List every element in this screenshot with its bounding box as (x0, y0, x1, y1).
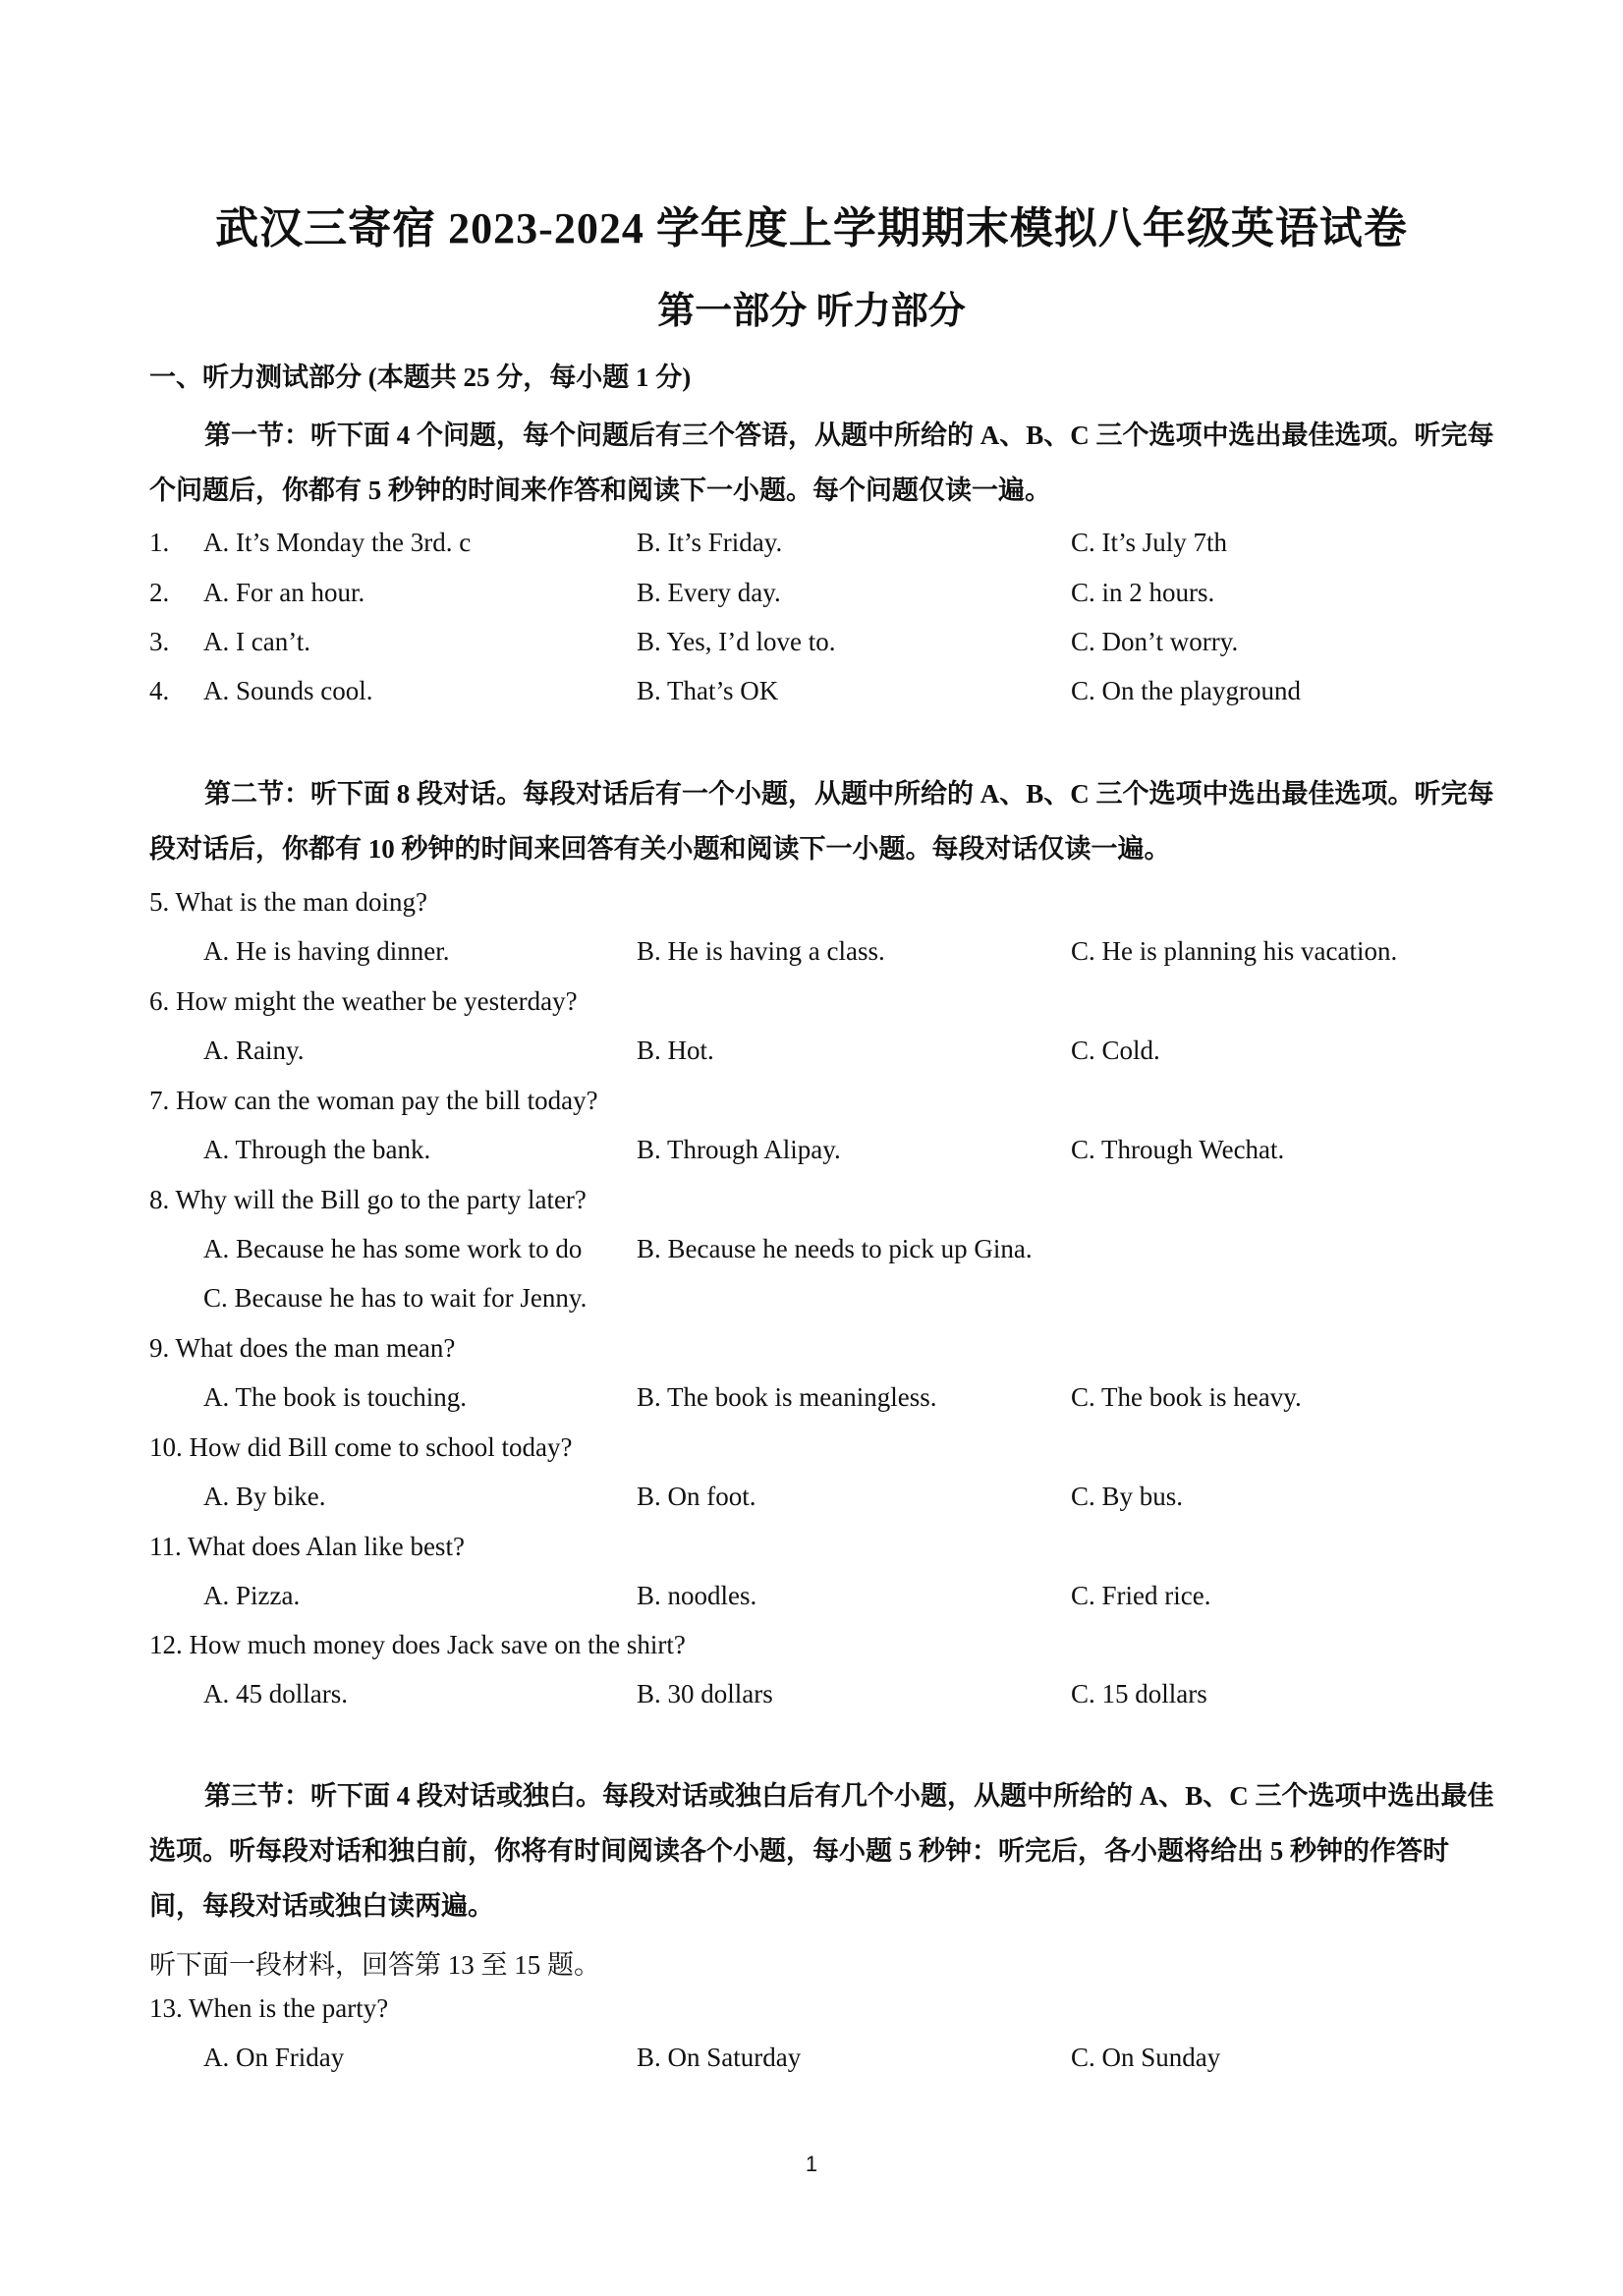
part-subtitle: 第一部分 听力部分 (657, 291, 966, 332)
q13-option-a: A. On Friday (203, 2043, 345, 2072)
q10-option-a: A. By bike. (203, 1482, 326, 1511)
question-11: 11. What does Alan like best? (149, 1532, 465, 1561)
question-5: 5. What is the man doing? (149, 887, 427, 917)
q12-option-c: C. 15 dollars (1071, 1679, 1207, 1708)
option-a: A. It’s Monday the 3rd. c (203, 528, 472, 557)
q10-option-b: B. On foot. (637, 1482, 756, 1511)
q7-option-a: A. Through the bank. (203, 1135, 431, 1164)
q6-option-c: C. Cold. (1071, 1036, 1160, 1065)
q8-option-a: A. Because he has some work to do (203, 1234, 583, 1263)
q13-option-b: B. On Saturday (637, 2043, 802, 2072)
option-b: B. Yes, I’d love to. (637, 627, 836, 656)
q9-option-c: C. The book is heavy. (1071, 1382, 1302, 1412)
question-10: 10. How did Bill come to school today? (149, 1432, 573, 1462)
q8-option-b: B. Because he needs to pick up Gina. (637, 1234, 1033, 1263)
option-a: A. Sounds cool. (203, 676, 373, 705)
q11-option-c: C. Fried rice. (1071, 1581, 1211, 1610)
q9-option-b: B. The book is meaningless. (637, 1382, 937, 1412)
question-12: 12. How much money does Jack save on the shirt? (149, 1630, 686, 1659)
section3-intro: 第三节：听下面 4 段对话或独白。每段对话或独白后有几个小题，从题中所给的 A、B、C 三个选项中选出最佳选项。听每段对话和独白前，你将有时间阅读各个小题，每小题 5 秒钟：听完后，各小题将给出 5 秒钟的作答时间，每段对话或独白读两遍。 (149, 1781, 1494, 1921)
q5-option-c: C. He is planning his vacation. (1071, 936, 1398, 966)
q12-option-b: B. 30 dollars (637, 1679, 773, 1708)
q6-option-a: A. Rainy. (203, 1036, 305, 1065)
question-9: 9. What does the man mean? (149, 1333, 456, 1363)
q11-option-b: B. noodles. (637, 1581, 757, 1610)
q7-option-b: B. Through Alipay. (637, 1135, 841, 1164)
q7-option-c: C. Through Wechat. (1071, 1135, 1285, 1164)
item-number: 1. (149, 528, 170, 557)
item-number: 4. (149, 676, 170, 705)
q8-option-c: C. Because he has to wait for Jenny. (203, 1283, 588, 1313)
option-c: C. On the playground (1071, 676, 1301, 705)
option-a: A. I can’t. (203, 627, 310, 656)
q9-option-a: A. The book is touching. (203, 1382, 467, 1412)
exam-title: 武汉三寄宿 2023-2024 学年度上学期期末模拟八年级英语试卷 (215, 204, 1408, 252)
section2-intro: 第二节：听下面 8 段对话。每段对话后有一个小题，从题中所给的 A、B、C 三个选项中选出最佳选项。听完每段对话后，你都有 10 秒钟的时间来回答有关小题和阅读下一小题。每段对话仅读一遍。 (149, 779, 1494, 864)
option-b: B. It’s Friday. (637, 528, 783, 557)
question-6: 6. How might the weather be yesterday? (149, 986, 578, 1016)
item-number: 2. (149, 578, 170, 607)
q13-option-c: C. On Sunday (1071, 2043, 1221, 2072)
option-b: B. Every day. (637, 578, 781, 607)
question-7: 7. How can the woman pay the bill today? (149, 1086, 598, 1115)
q10-option-c: C. By bus. (1071, 1482, 1184, 1511)
option-b: B. That’s OK (637, 676, 779, 705)
q12-option-a: A. 45 dollars. (203, 1679, 348, 1708)
part-heading: 一、听力测试部分 (本题共 25 分，每小题 1 分) (149, 363, 692, 392)
section1-intro: 第一节：听下面 4 个问题，每个问题后有三个答语，从题中所给的 A、B、C 三个选项中选出最佳选项。听完每个问题后，你都有 5 秒钟的时间来作答和阅读下一小题。每个问题仅读一遍。 (149, 420, 1494, 505)
question-8: 8. Why will the Bill go to the party later? (149, 1185, 587, 1214)
q5-option-a: A. He is having dinner. (203, 936, 450, 966)
option-c: C. in 2 hours. (1071, 578, 1215, 607)
material-note: 听下面一段材料，回答第 13 至 15 题。 (149, 1950, 600, 1980)
option-c: C. It’s July 7th (1071, 528, 1228, 557)
question-13: 13. When is the party? (149, 1993, 389, 2023)
q6-option-b: B. Hot. (637, 1036, 714, 1065)
option-c: C. Don’t worry. (1071, 627, 1239, 656)
option-a: A. For an hour. (203, 578, 365, 607)
item-number: 3. (149, 627, 170, 656)
q5-option-b: B. He is having a class. (637, 936, 885, 966)
q11-option-a: A. Pizza. (203, 1581, 301, 1610)
page-number: 1 (805, 2152, 818, 2176)
